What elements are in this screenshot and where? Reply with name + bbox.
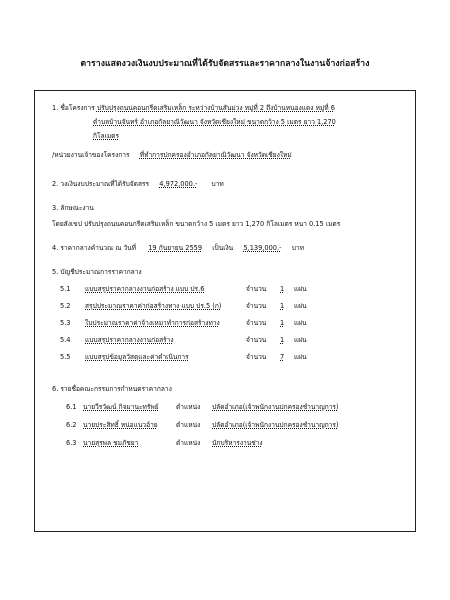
section1-agency-row [52,151,302,159]
budget-amount: 4,972,000.- [159,180,198,188]
section3-description: โดยสังเขป ปรับปรุงถนนคอนกรีตเสริมเหล็ก ขนาดกว้าง 5 เมตร ยาว 1,270 กิโลเมตร หนา 0.15 เมตร [52,220,341,228]
committee-member: 6.1 นายวีรวัฒน์ กิจมานะทรัพย์ ตำแหน่ง ปลัดอำเภอ(เจ้าพนักงานปกครองชำนาญการ) [66,403,339,411]
agency-value: ที่ทำการปกครองอำเภอกัลยาณิวัฒนา จังหวัดเชียงใหม่ [139,151,292,159]
section6-label: 6. รายชื่อคณะกรรมการกำหนดราคากลาง [52,385,172,393]
list-item: 5.2 สรุปประมาณราคาค่าก่อสร้างทาง แบบ ปร.5 (ก) จำนวน 1 แผ่น [60,302,307,310]
section2-row [52,180,224,188]
median-price-unit: บาท [291,244,304,252]
section1-label: 1. ชื่อโครงการ [52,104,95,112]
section1-project-name-line2: ตำบลบ้านจันทร์ อำเภอกัลยาณิวัฒนา จังหวัดเชียงใหม่ ขนาดกว้าง 5 เมตร ยาว 1,270 [93,118,336,126]
committee-member: 6.2 นายประสิทธิ์ หน่อแนวอ้าย ตำแหน่ง ปลัดอำเภอ(เจ้าพนักงานปกครองชำนาญการ) [66,421,339,429]
section2-label: 2. วงเงินงบประมาณที่ได้รับจัดสรร [52,180,150,188]
agency-label: /หน่วยงานเจ้าของโครงการ [52,151,130,159]
section4-row [52,244,304,252]
budget-unit: บาท [211,180,224,188]
median-price-amount: 5,139,000.- [243,244,282,252]
section1-line1 [52,104,335,112]
committee-member: 6.3 นายสุรพล ชมภัชยา ตำแหน่ง นักบริหารงานช่าง [66,439,263,447]
list-item: 5.3 ใบประมาณราคาค่าจ้างเหมาทำการก่อสร้างทาง จำนวน 1 แผ่น [60,319,307,327]
section1-project-name-line3: กิโลเมตร [93,132,119,140]
section1-project-name-line1: ปรับปรุงถนนคอนกรีตเสริมเหล็ก ระหว่างบ้านสันม่วง หมู่ที่ 2 ถึงบ้านหนองแดง หมู่ที่ 6 [96,104,335,112]
list-item: 5.1 แบบสรุปราคากลางงานก่อสร้าง แบบ ปร.6 จำนวน 1 แผ่น [60,285,307,293]
money-label: เป็นเงิน [212,244,234,252]
list-item: 5.4 แบบสรุปราคากลางงานก่อสร้าง จำนวน 1 แผ่น [60,336,307,344]
page-title: ตารางแสดงวงเงินงบประมาณที่ได้รับจัดสรรและราคากลางในงานจ้างก่อสร้าง [80,59,370,69]
section5-label: 5. บัญชีประมาณการราคากลาง [52,268,142,276]
section4-label: 4. ราคากลางคำนวณ ณ วันที่ [52,244,137,252]
section3-label: 3. ลักษณะงาน [52,204,94,212]
list-item: 5.5 แบบสรุปข้อมูลวัสดุและค่าดำเนินการ จำนวน 7 แผ่น [60,353,307,361]
median-price-date: 19 กันยายน 2559 [148,244,203,252]
